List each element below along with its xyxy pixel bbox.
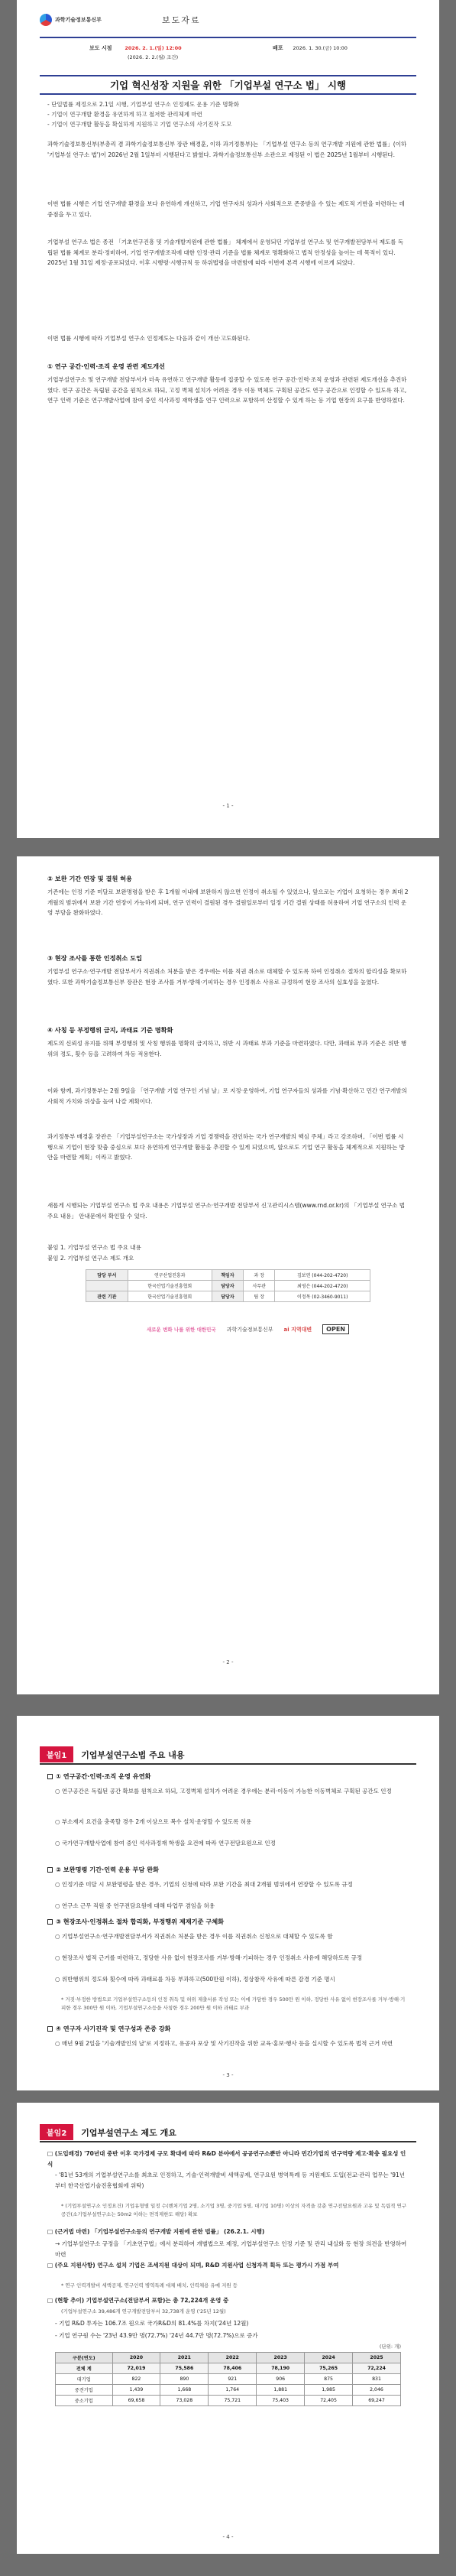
appendix2-para: □ (도입배경) '70년대 중반 이후 국가경제 규모 확대에 따라 R&D 분야에서 공공연구소뿐만 아니라 민간기업의 연구역량 제고·확충 필요성 인식 bbox=[47, 2150, 406, 2168]
table-row bbox=[56, 2374, 401, 2385]
ministry-logo bbox=[40, 14, 102, 26]
ai-logo: ai 지역대변 bbox=[283, 1326, 312, 1333]
point-title: ② 보완 기간 연장 및 결원 허용 bbox=[47, 875, 133, 882]
page-1 bbox=[17, 0, 439, 838]
table-cell: 921 bbox=[209, 2374, 257, 2385]
table-cell: 2,046 bbox=[353, 2385, 401, 2396]
table-cell: 75,265 bbox=[305, 2363, 353, 2374]
table-cell: 822 bbox=[112, 2374, 160, 2385]
table-cell: 75,403 bbox=[257, 2396, 305, 2406]
table-cell: 담당자 bbox=[212, 1281, 243, 1291]
table-cell: 875 bbox=[305, 2374, 353, 2385]
appendix-item: ○ 인정기준 미달 시 보완명령을 받은 경우, 기업의 신청에 따라 보완 기간을 최대 2개월 범위에서 연장할 수 있도록 규정 bbox=[55, 1881, 353, 1888]
table-header: 2021 bbox=[160, 2353, 209, 2363]
table-cell: 72,019 bbox=[112, 2363, 160, 2374]
appendix2-note: * 연구 인력개발비 세액공제, 연구인력 병역특례 대체 배치, 인력채용 유예 지원 등 bbox=[61, 2282, 238, 2289]
embargo-meta bbox=[89, 44, 182, 60]
table-cell: 72,224 bbox=[353, 2363, 401, 2374]
summary bbox=[47, 99, 409, 129]
table-cell: 906 bbox=[257, 2374, 305, 2385]
table-cell: 890 bbox=[160, 2374, 209, 2385]
table-header: 구분(연도) bbox=[56, 2353, 113, 2363]
attachment-item: 붙임 2. 기업부설 연구소 제도 개요 bbox=[47, 1254, 134, 1262]
point-text: 기업부설연구소 및 연구개발 전담부서가 더욱 유연하고 연구개발 활동에 집중할 수 있도록 연구 공간·인력·조직 운영과 관련된 제도개선을 추진하였다. 연구 공간은 독립된 공간을 원칙으로 하되, 고정 벽체 설치가 어려운 경우 이동 벽체도 구획된 공간도 연구 공간으로 인정할 수 있도록 하고, 연구 인력 기준은 연구개발사업에 참여 중인 석사과정 재학생을 연구 인력으로 포함하여 산정할 수 있게 하는 등 기업 현장의 요구를 반영하였다. bbox=[47, 376, 407, 404]
summary-line: - 기업이 연구개발 환경을 유연하게 하고 철저한 관리체계 마련 bbox=[47, 111, 202, 118]
page-number: - 2 - bbox=[222, 1659, 234, 1665]
open-license-badge: OPEN bbox=[322, 1324, 349, 1334]
table-header: 2020 bbox=[112, 2353, 160, 2363]
table-cell: 한국산업기술진흥협회 bbox=[128, 1291, 212, 1302]
page-2 bbox=[17, 856, 439, 1694]
table-cell: 75,721 bbox=[209, 2396, 257, 2406]
appendix-item: ○ 연구공간은 독립된 공간 확보를 원칙으로 하되, 고정벽체 설치가 어려운 경우에는 분리·이동이 가능한 이동벽체로 구획된 공간도 인정 bbox=[55, 1788, 392, 1795]
appendix-item: ○ 위반행위의 정도와 횟수에 따라 과태료를 차등 부과하고(500만원 이하), 정상참작 사유에 따른 감경 기준 명시 bbox=[55, 1976, 335, 1983]
table-unit: (단위: 개) bbox=[379, 2344, 401, 2350]
table-cell: 담당자 bbox=[212, 1291, 243, 1302]
table-cell: 이정목 (02-3460-9011) bbox=[275, 1291, 370, 1302]
appendix2-title: 기업부설연구소 제도 개요 bbox=[81, 2127, 176, 2138]
appendix2-para: - 기업 R&D 투자는 106.7조 원으로 국가R&D의 81.4%를 차지('24년 12월) bbox=[55, 2320, 249, 2327]
table-cell: 1,439 bbox=[112, 2385, 160, 2396]
appendix-item: ○ 국가연구개발사업에 참여 중인 석사과정재 학생을 요건에 따라 연구전담요원으로 인정 bbox=[55, 1840, 276, 1847]
summary-line: - 기업이 연구개발 활동을 확실하게 지원하고 기업 연구소의 사기진작 도모 bbox=[47, 121, 232, 128]
table-cell: 73,028 bbox=[160, 2396, 209, 2406]
appendix2-para: □ (현황 추이) 기업부설연구소(전담부서 포함)는 총 72,224개 운영 중 bbox=[47, 2297, 229, 2304]
table-cell: 전체 계 bbox=[56, 2363, 113, 2374]
contact-table bbox=[86, 1269, 370, 1302]
table-cell: 관련 기관 bbox=[86, 1291, 128, 1302]
table-header: 2025 bbox=[353, 2353, 401, 2363]
appendix2-para: □ (주요 지원사항) 연구소 설치 기업은 조세지원 대상이 되며, R&D 지원사업 신청자격 획득 또는 평가시 가점 부여 bbox=[47, 2262, 339, 2269]
checkbox-square-icon bbox=[47, 1867, 53, 1873]
appendix-section-title: ④ 연구자 사기진작 및 연구성과 존중 강화 bbox=[47, 2025, 409, 2033]
appendix-item: ○ 기업부설연구소·연구개발전담부서가 직권취소 처분을 받은 경우 이를 직권취소 신청으로 대체할 수 있도록 함 bbox=[55, 1933, 333, 1940]
appendix2-note: * (기업부설연구소 인정요건) 기업유형별 일정 수(벤처기업 2명, 소기업 3명, 중기업 5명, 대기업 10명) 이상의 자격을 갖춘 연구전담요원과 고유 및 독립적 연구공간(소기업부설연구소는 50m2 이하는 면적제한도 해당) 확보 bbox=[61, 2203, 407, 2217]
appendix2-para: - 기업 연구원 수는 '23년 43.9만 명(72.7%) '24년 44.7만 명(72.7%)으로 증가 bbox=[55, 2332, 258, 2339]
table-cell: 김보연 (044-202-4720) bbox=[275, 1270, 370, 1281]
appendix-item: ○ 부소재지 요건을 충족할 경우 2개 이상으로 복수 설치·운영할 수 있도록 허용 bbox=[55, 1818, 252, 1825]
checkbox-square-icon bbox=[47, 1919, 53, 1925]
checkbox-square-icon bbox=[47, 1774, 53, 1779]
page-number: - 4 - bbox=[222, 2534, 234, 2540]
intro-paragraph: 과학기술정보통신부(부총리 겸 과학기술정보통신부 장관 배경훈, 이하 과기정통부)는 「기업부설 연구소 등의 연구개발 지원에 관한 법률」(이하 '기업부설 연구소 법')이 2026년 2월 1일부터 시행된다고 밝혔다. 과학기술정보통신부 소관으로 제정된 이 법은 2025년 1월부터 시행된다. bbox=[47, 141, 407, 158]
table-row bbox=[56, 2363, 401, 2374]
embargo-label: 보도 시점 bbox=[89, 45, 112, 51]
table-cell: 72,405 bbox=[305, 2396, 353, 2406]
summary-line: - 단일법률 제정으로 2.1일 시행, 기업부설 연구소 인정제도 운용 기준 명확화 bbox=[47, 101, 239, 108]
table-cell: 78,406 bbox=[209, 2363, 257, 2374]
page-number: - 1 - bbox=[222, 803, 234, 809]
table-row bbox=[86, 1291, 370, 1302]
table-cell: 한국산업기술진흥협회 bbox=[128, 1281, 212, 1291]
footer-logos bbox=[147, 1324, 349, 1334]
table-cell: 69,658 bbox=[112, 2396, 160, 2406]
appendix2-header bbox=[40, 2124, 176, 2140]
table-header: 2022 bbox=[209, 2353, 257, 2363]
table-cell: 과 장 bbox=[244, 1270, 275, 1281]
table-cell: 69,247 bbox=[353, 2396, 401, 2406]
appendix-section-title: ① 연구공간·인력·조직 운영 유연화 bbox=[47, 1772, 409, 1781]
table-cell: 최영은 (044-202-4720) bbox=[275, 1281, 370, 1291]
headline-box bbox=[40, 75, 416, 95]
appendix-item: ○ 연구소 근무 직원 중 연구전담요원에 대해 타업무 겸임을 허용 bbox=[55, 1902, 215, 1909]
table-cell: 78,190 bbox=[257, 2363, 305, 2374]
page-gap bbox=[17, 2090, 439, 2103]
appendix-section-title: ② 보완명령 기간·인력 운용 부담 완화 bbox=[47, 1866, 409, 1874]
table-header: 2023 bbox=[257, 2353, 305, 2363]
appendix-section-title: ③ 현장조사·인정취소 절차 합리화, 부정행위 제재기준 구체화 bbox=[47, 1918, 409, 1926]
appendix1-divider bbox=[40, 1763, 416, 1765]
closing-paragraph: 새롭게 시행되는 기업부설 연구소 법 주요 내용은 기업부설 연구소·연구개발 전담부서 신고관리시스템(www.rnd.or.kr)의 「기업부설 연구소 법 주요 내용」 안내문에서 확인할 수 있다. bbox=[47, 1202, 405, 1220]
release-value: 2026. 1. 30.(금) 10:00 bbox=[293, 45, 348, 51]
table-header-row bbox=[56, 2353, 401, 2363]
point-text: 기업부설 연구소·연구개발 전담부서가 직권취소 처분을 받은 경우에는 이를 직권 취소로 대체할 수 있도록 하여 인정취소 절차의 합리성을 확보하였다. 또한 과학기술정보통신부 장관은 현장 조사를 거부·방해·기피하는 경우 인정취소 사유로 규정하여 현장 조사의 실효성을 높였다. bbox=[47, 968, 407, 986]
attachments-list bbox=[47, 1243, 409, 1263]
intro-paragraph: 이번 법률 시행에 따라 기업부설 연구소 인정제도는 다음과 같이 개선·고도화된다. bbox=[47, 335, 251, 342]
appendix-note: * 거짓·부정한 방법으로 기업부설연구소등의 인정 취득 및 허위 제출서류 작성 또는 이에 가담한 경우 500만 원 이하, 정당한 사유 없이 현장조사를 거부·방해·기피한 경우 300만 원 이하, 기업부설연구소등을 사칭한 경우 200만 원 이하 과태료 부과 bbox=[61, 1996, 406, 2011]
release-meta bbox=[273, 44, 348, 52]
appendix2-para: □ (근거법 마련) 「기업부설연구소등의 연구개발 지원에 관한 법률」 (26.2.1. 시행) bbox=[47, 2228, 265, 2235]
table-cell: 사무관 bbox=[244, 1281, 275, 1291]
point-title: ④ 사칭 등 부정행위 금지, 과태료 기준 명확화 bbox=[47, 1026, 173, 1034]
table-cell: 중소기업 bbox=[56, 2396, 113, 2406]
appendix1-title: 기업부설연구소법 주요 내용 bbox=[81, 1749, 185, 1760]
attachment-item: 붙임 1. 기업부설 연구소 법 주요 내용 bbox=[47, 1244, 141, 1251]
table-cell: 대기업 bbox=[56, 2374, 113, 2385]
intro-paragraph: 기업부설 연구소 법은 종전 「기초연구진흥 및 기술개발지원에 관한 법률」 체계에서 운영되던 기업부설 연구소 및 연구개발전담부서 제도를 독립된 법률 체계로 분리·정비하여, 기업 연구개발조직에 대한 인정·관리 기준을 법률 체계로 명확화하고 법적 안정성을 높이는 데 목적이 있다. 2025년 1월 31일 제정·공포되었다. 이후 시행령·시행규칙 등 하위법령을 마련함에 따라 이번에 본격 시행에 이르게 되었다. bbox=[47, 239, 404, 266]
table-row bbox=[86, 1281, 370, 1291]
embargo-value: 2026. 2. 1.(일) 12:00 bbox=[125, 45, 182, 51]
appendix2-para: → 기업부설연구소 규정을 「기초연구법」에서 분리하여 개별법으로 제정, 기업부설연구소 인정 기준 및 관리 내실화 등 현장 의견을 반영하여 마련 bbox=[55, 2240, 407, 2258]
table-cell: 75,586 bbox=[160, 2363, 209, 2374]
appendix2-divider bbox=[40, 2141, 416, 2142]
table-row bbox=[56, 2385, 401, 2396]
table-cell: 1,985 bbox=[305, 2385, 353, 2396]
embargo-sub: (2026. 2. 2.(월) 조간) bbox=[128, 54, 179, 60]
table-cell: 1,881 bbox=[257, 2385, 305, 2396]
release-label: 배포 bbox=[273, 45, 283, 51]
headline: 기업 혁신성장 지원을 위한 「기업부설 연구소 법」 시행 bbox=[109, 80, 347, 91]
appendix-item: ○ 매년 9월 2일을 '기술개발인의 날'로 지정하고, 유공자 포상 및 사기진작을 위한 교육·홍보·행사 등을 실시할 수 있도록 법적 근거 마련 bbox=[55, 2040, 393, 2047]
page-3 bbox=[17, 1716, 439, 2554]
ministry-name: 과학기술정보통신부 bbox=[55, 17, 102, 23]
appendix1-header bbox=[40, 1746, 184, 1762]
appendix2-tag: 붙임2 bbox=[40, 2124, 73, 2140]
point-text: 기존에는 인정 기준 미달로 보완명령을 받은 후 1개월 이내에 보완하지 않으면 인정이 취소될 수 있었으나, 앞으로는 기업이 요청하는 경우 최대 2개월의 범위에서 보완 기간 연장이 가능하게 되며, 연구 인력이 결원된 경우 결원일로부터 일정 기간 결원 상태를 허용하여 기업 연구소의 인력 운영 부담을 완화하였다. bbox=[47, 888, 409, 916]
table-cell bbox=[86, 1281, 128, 1291]
appendix1-tag: 붙임1 bbox=[40, 1746, 73, 1762]
table-cell: 1,764 bbox=[209, 2385, 257, 2396]
closing-paragraph: 이와 함께, 과기정통부는 2월 9일을 「연구개발 기업 연구인 기념 날」로 지정·운영하여, 기업 연구자들의 성과를 기념·확산하고 민간 연구개발의 사회적 가치와 위상을 높여 나갈 계획이다. bbox=[47, 1087, 407, 1105]
appendix-item: ○ 현장조사 법적 근거를 마련하고, 정당한 사유 없이 현장조사를 거부·방해·기피하는 경우 인정취소 사유에 해당하도록 규정 bbox=[55, 1954, 363, 1961]
stats-table bbox=[55, 2352, 401, 2406]
closing-paragraph: 과기정통부 배경훈 장관은 「기업부설연구소는 국가성장과 기업 경쟁력을 견인하는 국가 연구개발의 핵심 주체」라고 강조하며, 「이번 법률 시행으로 기업이 현장 맞춤 중심으로 보다 유연하게 연구개발 활동을 추진할 수 있게 되었으며, 앞으로도 기업 연구 활동을 체계적으로 지원하는 방안을 마련할 계획」이라고 밝혔다. bbox=[47, 1133, 405, 1161]
press-release-title: 보도자료 bbox=[162, 15, 201, 25]
header-divider bbox=[40, 37, 416, 38]
table-row bbox=[86, 1270, 370, 1281]
table-row bbox=[56, 2396, 401, 2406]
table-cell: 중견기업 bbox=[56, 2385, 113, 2396]
table-header: 2024 bbox=[305, 2353, 353, 2363]
ministry-emblem-icon bbox=[40, 14, 52, 26]
appendix2-note: (기업부설연구소 39,486개 연구개발전담부서 32,738개 운영 ('25년 12월) bbox=[61, 2308, 226, 2315]
table-cell: 1,668 bbox=[160, 2385, 209, 2396]
table-cell: 책임자 bbox=[212, 1270, 243, 1281]
checkbox-square-icon bbox=[47, 2026, 53, 2032]
point-title: ① 연구 공간·인력·조직 운영 관련 제도개선 bbox=[47, 362, 165, 370]
point-text: 제도의 신뢰성 유지를 위해 부정행위 및 사칭 행위를 명확히 금지하고, 위반 시 과태료 부과 기준을 마련하였다. 다만, 과태료 부과 기준은 위반 행위의 정도, 횟수 등을 고려하여 차등 적용한다. bbox=[47, 1040, 407, 1057]
ministry-footer-logo: 과학기술정보통신부 bbox=[226, 1326, 273, 1333]
intro-paragraph: 이번 법률 시행은 기업 연구개발 환경을 보다 유연하게 개선하고, 기업 연구자의 성과가 사회적으로 존중받을 수 있는 제도적 기반을 마련하는 데 중점을 두고 있다. bbox=[47, 200, 405, 218]
appendix2-para: - '81년 53개의 기업부설연구소를 최초로 인정하고, 기술·인력개발비 세액공제, 연구요원 병역특례 등 지원제도 도입(전교·관리 업무는 '91년 부터 한국산업기술진흥협회에 위탁) bbox=[55, 2172, 406, 2189]
slogan-logo: 새로운 변화 나를 위한 대한민국 bbox=[147, 1327, 216, 1333]
point-title: ③ 현장 조사를 통한 인정취소 도입 bbox=[47, 954, 143, 962]
table-cell: 팀 장 bbox=[244, 1291, 275, 1302]
table-cell: 연구산업진흥과 bbox=[128, 1270, 212, 1281]
table-cell: 담당 부서 bbox=[86, 1270, 128, 1281]
table-cell: 831 bbox=[353, 2374, 401, 2385]
page-number: - 3 - bbox=[222, 2072, 234, 2078]
